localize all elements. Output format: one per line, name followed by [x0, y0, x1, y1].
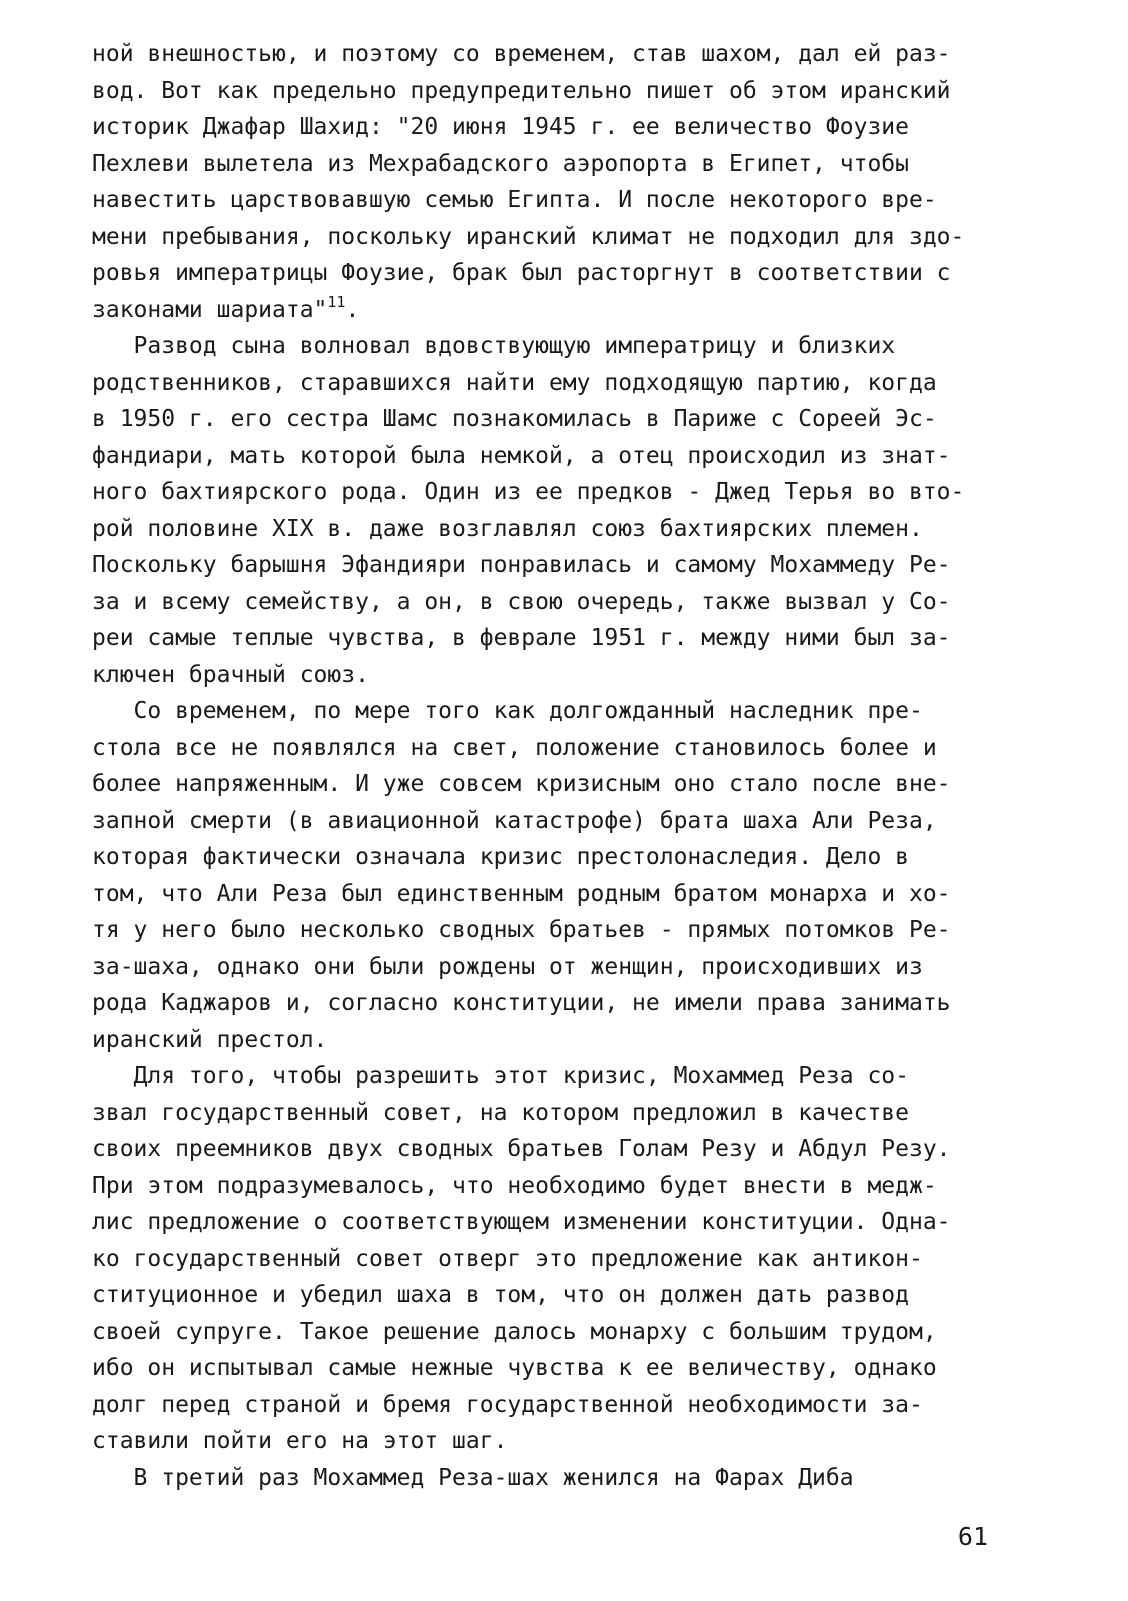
text-line: том, что Али Реза был единственным родным братом монарха и хо-	[92, 880, 951, 907]
page-number: 61	[957, 1522, 988, 1551]
text-line: ного бахтиярского рода. Один из ее предков - Джед Терья во вто-	[92, 479, 965, 505]
text-line-with-footnote	[92, 292, 1052, 329]
text-line: запной смерти (в авиационной катастрофе) брата шаха Али Реза,	[92, 807, 937, 834]
text-line: Пехлеви вылетела из Мехрабадского аэропорта в Египет, чтобы	[92, 150, 909, 177]
text-line: ставили пойти его на этот шаг.	[92, 1428, 508, 1454]
footnote-reference: 11	[327, 292, 346, 311]
text-line: тя у него было несколько сводных братьев - прямых потомков Ре-	[92, 917, 951, 943]
text-line: В третий раз Мохаммед Реза-шах женился на Фарах Диба	[92, 1464, 854, 1491]
text-line: навестить царствовавшую семью Египта. И после некоторого вре-	[92, 187, 937, 213]
text-line: звал государственный совет, на котором предложил в качестве	[92, 1099, 909, 1126]
text-line-end: .	[345, 296, 360, 323]
text-line: ибо он испытывал самые нежные чувства к ее величеству, однако	[92, 1355, 937, 1381]
text-line: мени пребывания, поскольку иранский климат не подходил для здо-	[92, 223, 965, 250]
text-line: в 1950 г. его сестра Шамс познакомилась в Париже с Сореей Эс-	[92, 406, 937, 432]
text-line: ституционное и убедил шаха в том, что он должен дать развод	[92, 1282, 909, 1308]
text-line: которая фактически означала кризис престолонаследия. Дело в	[92, 844, 909, 870]
text-line: Для того, чтобы разрешить этот кризис, Мохаммед Реза со-	[92, 1063, 909, 1089]
text-line: вод. Вот как предельно предупредительно пишет об этом иранский	[92, 77, 951, 104]
text-line: Со временем, по мере того как долгожданный наследник пре-	[92, 698, 923, 724]
text-line: лис предложение о соответствующем изменении конституции. Одна-	[92, 1209, 951, 1235]
text-line: Развод сына волновал вдовствующую императрицу и близких	[92, 333, 896, 359]
text-line: за и всему семейству, а он, в свою очередь, также вызвал у Со-	[92, 588, 951, 615]
text-line: за-шаха, однако они были рождены от женщин, происходивших из	[92, 953, 923, 980]
text-line: реи самые теплые чувства, в феврале 1951 г. между ними был за-	[92, 625, 951, 651]
text-line: долг перед страной и бремя государственной необходимости за-	[92, 1391, 923, 1418]
text-line: историк Джафар Шахид: "20 июня 1945 г. ее величество Фоузие	[92, 114, 909, 140]
text-line: фандиари, мать которой была немкой, а отец происходил из знат-	[92, 442, 951, 469]
text-line: своей супруге. Такое решение далось монарху с большим трудом,	[92, 1318, 937, 1345]
text-line: ной внешностью, и поэтому со временем, став шахом, дал ей раз-	[92, 41, 951, 67]
text-line: ко государственный совет отверг это предложение как антикон-	[92, 1245, 923, 1272]
text-line: своих преемников двух сводных братьев Голам Резу и Абдул Резу.	[92, 1136, 951, 1162]
text-line: рода Каджаров и, согласно конституции, не имели права занимать	[92, 990, 951, 1016]
text-line: При этом подразумевалось, что необходимо будет внести в медж-	[92, 1172, 937, 1199]
body-text	[92, 36, 1052, 1496]
text-line: рой половине XIX в. даже возглавлял союз бахтиярских племен.	[92, 515, 923, 542]
text-line: стола все не появлялся на свет, положение становилось более и	[92, 734, 937, 761]
text-line: ключен брачный союз.	[92, 661, 369, 688]
text-line: законами шариата"	[92, 296, 328, 323]
text-line: иранский престол.	[92, 1026, 328, 1053]
text-line: более напряженным. И уже совсем кризисным оно стало после вне-	[92, 771, 951, 797]
text-line: родственников, старавшихся найти ему подходящую партию, когда	[92, 369, 937, 396]
text-line: ровья императрицы Фоузие, брак был расторгнут в соответствии с	[92, 260, 951, 286]
text-line: Поскольку барышня Эфандияри понравилась и самому Мохаммеду Ре-	[92, 552, 951, 578]
